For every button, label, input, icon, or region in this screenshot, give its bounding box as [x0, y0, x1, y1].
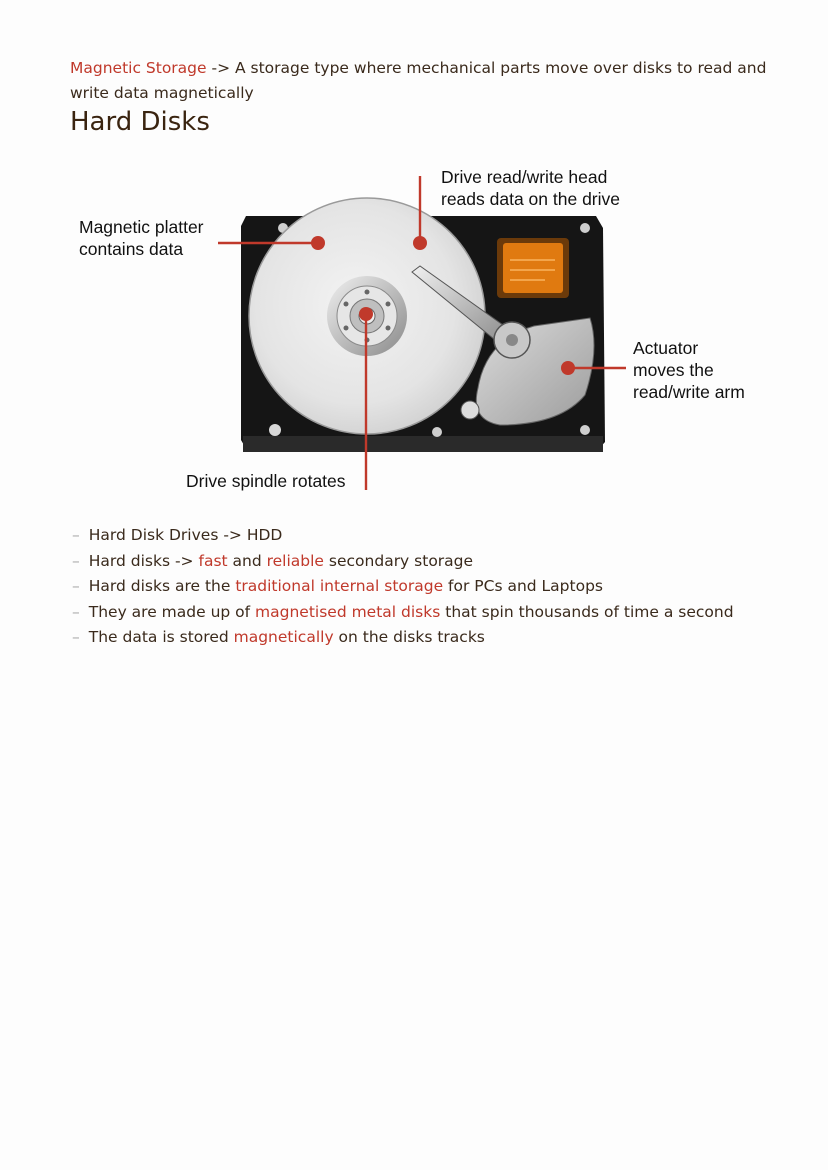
- screw-icon: [580, 425, 590, 435]
- bullet-item: [72, 523, 734, 549]
- hdd-diagram: [0, 0, 828, 520]
- callout-dot: [561, 361, 575, 375]
- bullet-marker: –: [72, 628, 80, 647]
- label-spindle: Drive spindle rotates: [186, 471, 346, 491]
- bullet-text: secondary storage: [323, 551, 474, 570]
- bullet-list: [72, 523, 734, 651]
- highlighted-text: magnetised metal disks: [255, 602, 441, 621]
- screw-icon: [269, 424, 281, 436]
- callout-dot: [311, 236, 325, 250]
- highlighted-text: magnetically: [233, 628, 334, 647]
- highlighted-text: fast: [198, 551, 228, 570]
- bullet-text: Hard Disk Drives -> HDD: [88, 526, 283, 544]
- bullet-text: and: [227, 551, 267, 570]
- bullet-item: [72, 600, 734, 626]
- bullet-marker: –: [72, 602, 80, 621]
- bullet-item: [72, 625, 734, 651]
- bullet-text: They are made up of: [88, 602, 256, 621]
- screw-icon: [580, 223, 590, 233]
- bullet-marker: –: [72, 551, 80, 570]
- bullet-marker: –: [72, 526, 80, 544]
- bullet-text: Hard disks ->: [88, 551, 199, 570]
- highlighted-text: traditional internal storage: [235, 577, 444, 596]
- bullet-text: The data is stored: [88, 628, 234, 647]
- flex-cable: [497, 238, 569, 298]
- bullet-text: for PCs and Laptops: [443, 577, 603, 596]
- bullet-marker: –: [72, 577, 80, 596]
- intro-term: Magnetic Storage: [70, 58, 207, 77]
- intro-text: -> A storage type where mechanical parts move over disks to read and write data magnetically: [70, 58, 767, 102]
- bullet-text: Hard disks are the: [88, 577, 236, 596]
- bullet-text: that spin thousands of time a second: [440, 602, 734, 621]
- highlighted-text: reliable: [266, 551, 324, 570]
- label-platter: Magnetic platter contains data: [79, 217, 204, 259]
- screw-icon: [432, 427, 442, 437]
- section-heading: Hard Disks: [70, 107, 210, 137]
- bullet-text: on the disks tracks: [333, 628, 485, 647]
- label-read-write-head: Drive read/write head reads data on the drive: [441, 167, 621, 209]
- label-actuator: Actuator moves the read/write arm: [633, 338, 745, 402]
- bullet-item: [72, 574, 734, 600]
- hdd-illustration: [0, 0, 828, 520]
- callout-dot: [413, 236, 427, 250]
- bullet-item: [72, 549, 734, 575]
- callout-dot: [359, 307, 373, 321]
